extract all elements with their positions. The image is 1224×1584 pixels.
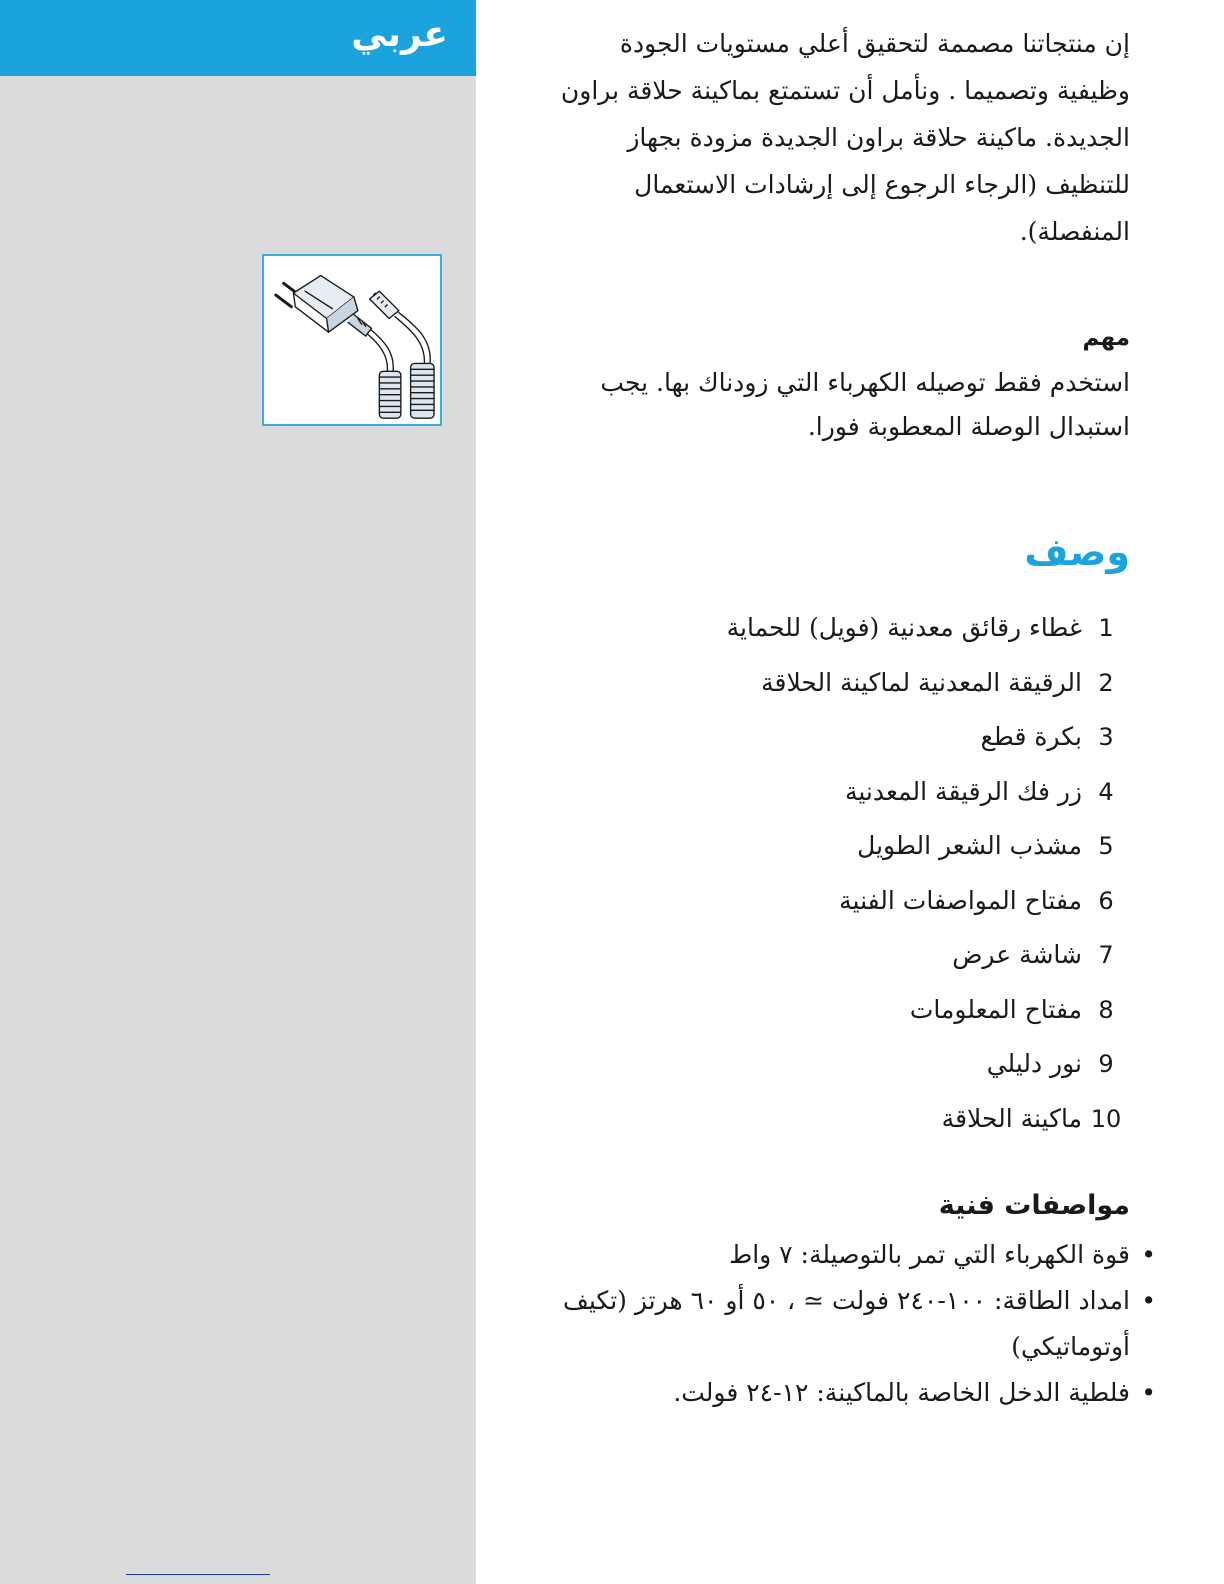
specs-list <box>545 1232 1156 1416</box>
item-number: 8 <box>1098 995 1114 1024</box>
item-number: 2 <box>1098 668 1114 697</box>
list-item <box>545 1092 1130 1147</box>
spec-item <box>545 1370 1156 1416</box>
item-number: 9 <box>1098 1050 1114 1078</box>
list-item <box>545 710 1130 765</box>
important-heading: مهم <box>1082 325 1130 351</box>
item-label: مفتاح المواصفات الفنية <box>839 885 1082 915</box>
item-label: الرقيقة المعدنية لماكينة الحلاقة <box>761 667 1082 697</box>
item-label: ماكينة الحلاقة <box>941 1103 1082 1133</box>
item-number: 1 <box>1098 614 1114 642</box>
spec-item <box>545 1278 1156 1370</box>
description-list <box>545 601 1130 1146</box>
spec-text: فلطية الدخل الخاصة بالماكينة: ١٢-٢٤ فولت. <box>673 1378 1130 1407</box>
side-panel <box>0 0 476 1584</box>
bullet-icon: • <box>1141 1286 1156 1315</box>
list-item <box>545 601 1130 656</box>
bullet-icon: • <box>1141 1378 1156 1407</box>
item-label: بكرة قطع <box>980 722 1082 751</box>
description-heading: وصف <box>1024 530 1130 574</box>
important-paragraph: استخدم فقط توصيله الكهرباء التي زودناك بها. يجب استبدال الوصلة المعطوبة فورا. <box>600 368 1130 441</box>
item-number: 4 <box>1098 777 1114 806</box>
item-label: شاشة عرض <box>952 940 1082 969</box>
specs-heading: مواصفات فنية <box>938 1190 1130 1221</box>
spec-text: امداد الطاقة: ١٠٠-٢٤٠ فولت ≃ ، ٥٠ أو ٦٠ هرتز (تكيف أوتوماتيكي) <box>562 1286 1130 1361</box>
footer-rule <box>126 1574 270 1575</box>
list-item <box>545 874 1130 929</box>
spec-text: قوة الكهرباء التي تمر بالتوصيلة: ٧ واط <box>729 1240 1130 1269</box>
main-content <box>545 20 1156 1416</box>
language-header-bar <box>0 0 476 76</box>
item-label: نور دليلي <box>986 1049 1082 1078</box>
power-cord-illustration <box>262 254 442 426</box>
item-label: مشذب الشعر الطويل <box>857 831 1082 860</box>
item-number: 7 <box>1098 941 1114 969</box>
item-number: 5 <box>1098 832 1114 860</box>
list-item <box>545 656 1130 711</box>
item-label: غطاء رقائق معدنية (فويل) للحماية <box>726 613 1082 642</box>
item-number: 3 <box>1098 723 1114 751</box>
item-label: مفتاح المعلومات <box>909 994 1082 1024</box>
list-item <box>545 983 1130 1038</box>
list-item <box>545 1037 1130 1092</box>
item-number: 6 <box>1098 886 1114 915</box>
item-label: زر فك الرقيقة المعدنية <box>844 776 1082 806</box>
item-number: 10 <box>1090 1104 1122 1133</box>
list-item <box>545 819 1130 874</box>
intro-paragraph: إن منتجاتنا مصممة لتحقيق أعلي مستويات الجودة وظيفية وتصميما . ونأمل أن تستمتع بماكينة حلاقة براون الجديدة. ماكينة حلاقة براون الجديدة مزودة بجهاز للتنظيف (الرجاء الرجوع إلى إرشادات الاستعمال المنفصلة). <box>560 29 1130 246</box>
spec-item <box>545 1232 1156 1278</box>
bullet-icon: • <box>1141 1240 1156 1269</box>
language-label: عربي <box>351 14 448 55</box>
power-cord-plug-icon <box>264 256 440 424</box>
list-item <box>545 928 1130 983</box>
list-item <box>545 765 1130 820</box>
